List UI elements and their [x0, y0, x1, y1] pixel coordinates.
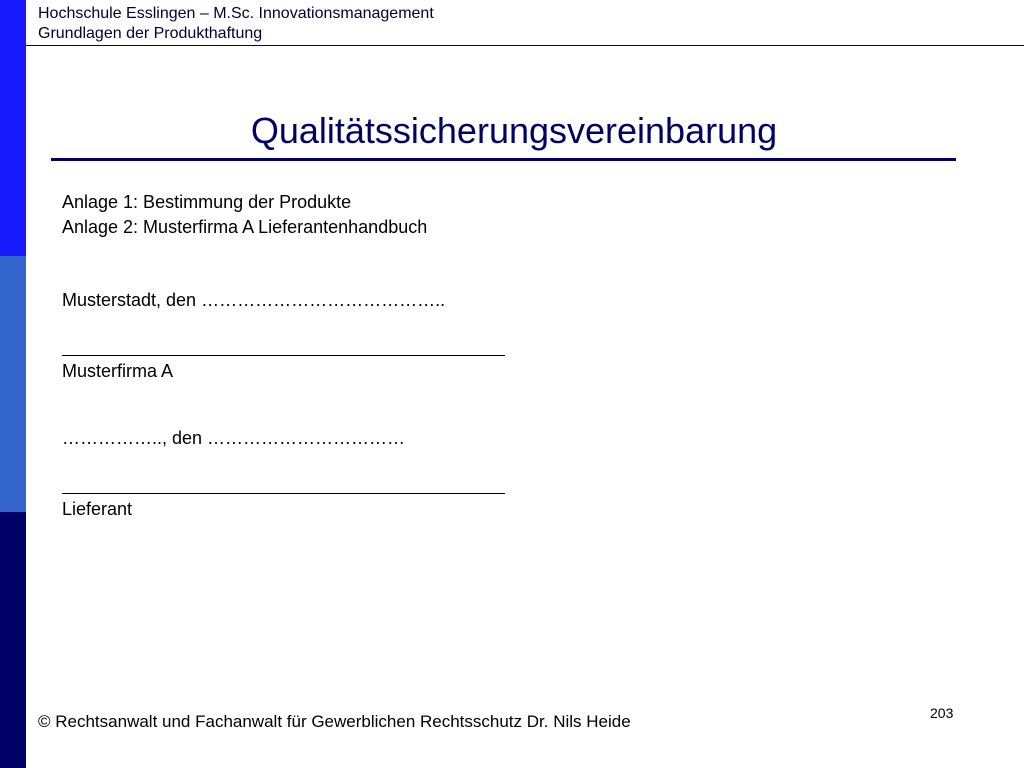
header-divider: [26, 45, 1024, 46]
header-course: Grundlagen der Produkthaftung: [38, 25, 263, 42]
page-number: 203: [930, 705, 954, 721]
header-institution: Hochschule Esslingen – M.Sc. Innovationsmanagement: [38, 5, 434, 22]
signature-line-2: [62, 493, 505, 494]
sidebar-segment-bottom: [0, 512, 26, 768]
title-underline: [51, 158, 956, 161]
signatory-1: Musterfirma A: [62, 361, 174, 381]
slide-title: [0, 108, 1024, 154]
footer-copyright: © Rechtsanwalt und Fachanwalt für Gewerblichen Rechtsschutz Dr. Nils Heide: [38, 712, 631, 731]
annex-1: Anlage 1: Bestimmung der Produkte: [62, 192, 352, 212]
annex-2: Anlage 2: Musterfirma A Lieferantenhandbuch: [62, 217, 428, 237]
signature-line-1: [62, 355, 505, 356]
slide-header: [38, 4, 434, 44]
sidebar-segment-middle: [0, 256, 26, 512]
slide-title-text: Qualitätssicherungsvereinbarung: [250, 110, 778, 151]
signatory-2: Lieferant: [62, 499, 133, 519]
place-date-line-2: …………….., den ……………………………: [62, 428, 406, 448]
place-date-line-1: Musterstadt, den …………………………………..: [62, 290, 446, 310]
